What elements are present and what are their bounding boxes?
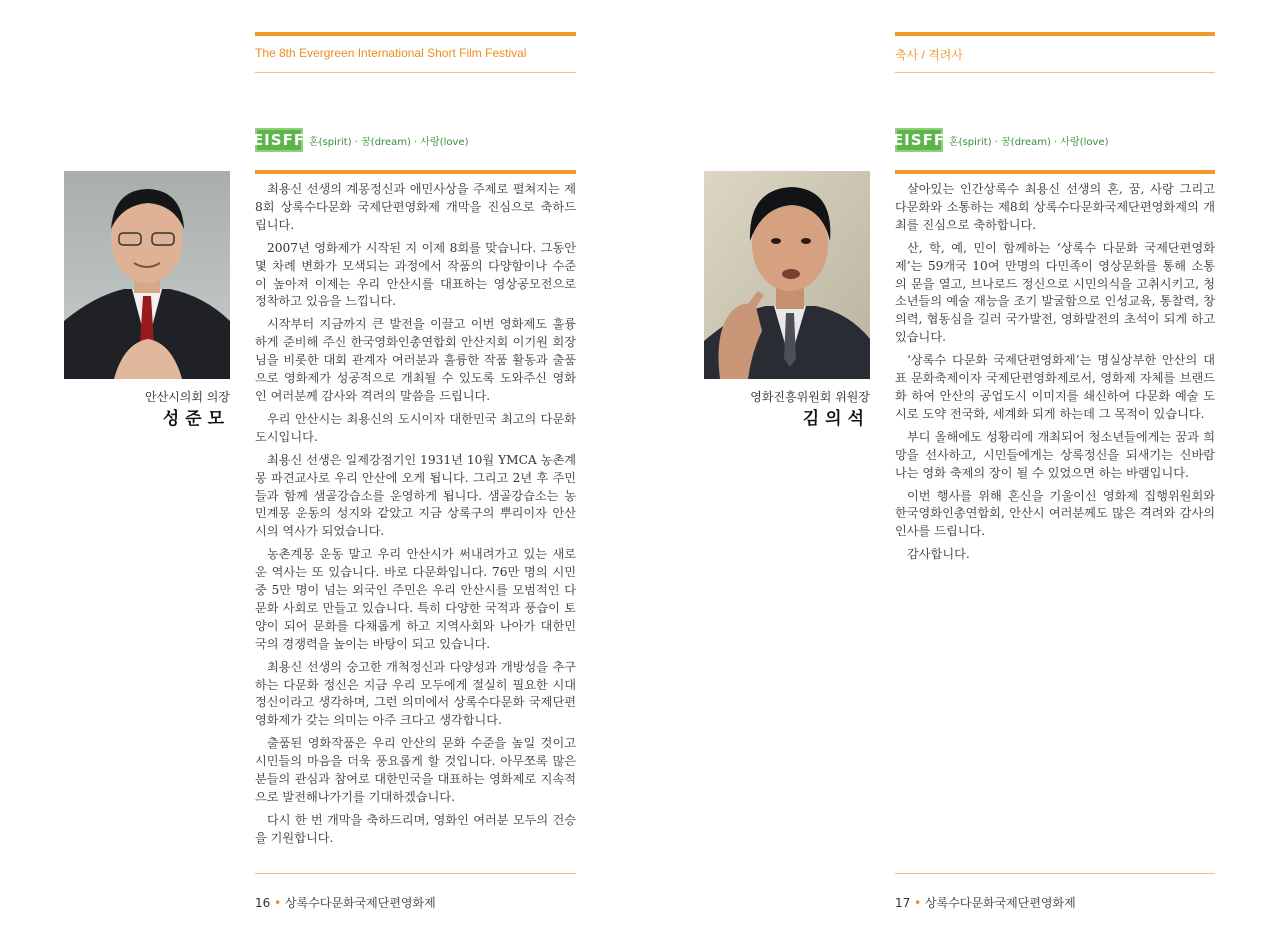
paragraph: 출품된 영화작품은 우리 안산의 문화 수준을 높일 것이고 시민들의 마음을 더욱 풍요롭게 할 것입니다. 아무쪼록 많은 분들의 관심과 참여로 대한민국을 대표하는 영화제로 지속적으로 발전해나가기를 기대하겠습니다. xyxy=(255,736,576,804)
left-footer xyxy=(255,894,436,911)
footer-title: 상록수다문화국제단편영화제 xyxy=(925,896,1076,910)
right-body-rule xyxy=(895,170,1215,174)
eisff-logo: EISFF xyxy=(895,128,943,152)
paragraph: 최용신 선생은 일제강점기인 1931년 10월 YMCA 농촌계몽 파견교사로 우리 안산에 오게 됩니다. 그리고 2년 후 주민들과 함께 샘골강습소를 운영하게 됩니다. 샘골강습소는 농민계몽 운동의 성지와 같았고 지금 상록구의 뿌리이자 안산시의 역사가 되었습니다. xyxy=(255,452,576,539)
right-footer-rule xyxy=(895,873,1215,874)
left-logo-row xyxy=(252,128,469,152)
festival-tagline: 혼(spirit) · 꿈(dream) · 사랑(love) xyxy=(309,136,469,148)
speaker-portrait-right xyxy=(704,171,870,379)
right-footer xyxy=(895,894,1076,911)
right-body-text xyxy=(895,181,1215,569)
speaker-name-right: 김의석 xyxy=(802,409,870,429)
paragraph: 감사합니다. xyxy=(907,547,970,562)
right-header-rule xyxy=(895,32,1215,36)
paragraph: 부디 올해에도 성황리에 개최되어 청소년들에게는 꿈과 희망을 선사하고, 시민들에게는 상록정신을 되새기는 신바람 나는 영화 축제의 장이 될 수 있었으면 하는 바램입니다. xyxy=(895,429,1215,480)
right-logo-row xyxy=(892,128,1109,152)
paragraph: 이번 행사를 위해 혼신을 기울이신 영화제 집행위원회와 한국영화인총연합회, 안산시 여러분께도 많은 격려와 감사의 인사를 드립니다. xyxy=(895,488,1215,539)
speaker-title-left: 안산시의회 의장 xyxy=(145,390,230,404)
paragraph: 산, 학, 예, 민이 함께하는 ‘상록수 다문화 국제단편영화제’는 59개국 10여 만명의 다민족이 영상문화를 통해 소통의 문을 열고, 브나로드 정신으로 시민의식을 고취시키고, 청소년들의 예술 재능을 조기 발굴함으로 인성교육, 통찰력, 창의력, 협동심을 길러 국가발전, 영화발전의 초석이 되게 하고 있습니다. xyxy=(895,240,1215,345)
footer-title: 상록수다문화국제단편영화제 xyxy=(285,896,436,910)
bullet-separator: • xyxy=(914,896,922,910)
eisff-logo: EISFF xyxy=(255,128,303,152)
speaker-name-left: 성준모 xyxy=(162,409,230,429)
page-number: 17 xyxy=(895,896,911,910)
festival-tagline: 혼(spirit) · 꿈(dream) · 사랑(love) xyxy=(949,136,1109,148)
page-number: 16 xyxy=(255,896,271,910)
paragraph: 시작부터 지금까지 큰 발전을 이끌고 이번 영화제도 훌륭하게 준비해 주신 한국영화인총연합회 안산지회 이기원 회장님을 비롯한 대회 관계자 여러분과 훌륭한 작품 활동과 출품으로 영화제가 성공적으로 개최될 수 있도록 도와주신 영화인 여러분께 감사와 격려의 말씀을 드립니다. xyxy=(255,317,576,403)
paragraph: 살아있는 인간상록수 최용신 선생의 혼, 꿈, 사랑 그리고 다문화와 소통하는 제8회 상록수다문화국제단편영화제의 개최를 진심으로 축하합니다. xyxy=(895,182,1215,232)
paragraph: 최용신 선생의 숭고한 개척정신과 다양성과 개방성을 추구하는 다문화 정신은 지금 우리 모두에게 절실히 필요한 시대 정신이라고 생각하며, 그런 의미에서 상록수다문화 국제단편영화제가 갖는 의미는 아주 크다고 생각합니다. xyxy=(255,659,576,728)
speaker-title-right: 영화진흥위원회 위원장 xyxy=(750,390,870,404)
left-running-header: The 8th Evergreen International Short Film Festival xyxy=(255,46,527,60)
right-running-header: 축사 / 격려사 xyxy=(895,48,963,62)
paragraph: 우리 안산시는 최용신의 도시이자 대한민국 최고의 다문화 도시입니다. xyxy=(255,411,576,444)
paragraph: 농촌계몽 운동 말고 우리 안산시가 써내려가고 있는 새로운 역사는 또 있습니다. 바로 다문화입니다. 76만 명의 시민 중 5만 명이 넘는 외국인 주민은 우리 안산시를 모범적인 다문화 사회로 만들고 있습니다. 특히 다양한 국적과 풍습이 토양이 되어 문화를 다채롭게 하고 지역사회와 나아가 대한민국의 경쟁력을 높이는 바탕이 되고 있습니다. xyxy=(255,547,576,651)
right-header-underline xyxy=(895,72,1215,73)
left-body-text xyxy=(255,181,576,853)
left-header-underline xyxy=(255,72,576,73)
paragraph: 2007년 영화제가 시작된 지 이제 8회를 맞습니다. 그동안 몇 차례 변화가 모색되는 과정에서 작품의 다양함이나 수준이 높아져 이제는 우리 안산시를 대표하는 영상공모전으로 정착하고 있음을 느낍니다. xyxy=(255,240,576,309)
speaker-photo-left xyxy=(64,171,230,379)
paragraph: ‘상록수 다문화 국제단편영화제’는 명실상부한 안산의 대표 문화축제이자 국제단편영화제로서, 영화제 자체를 브랜드화 하여 안산의 공업도시 이미지를 쇄신하여 다문화 예술 도시로 도약 전국화, 세계화 되게 하는데 그 목적이 있습니다. xyxy=(895,353,1215,421)
speaker-photo-right xyxy=(704,171,870,379)
left-footer-rule xyxy=(255,873,576,874)
paragraph: 다시 한 번 개막을 축하드리며, 영화인 여러분 모두의 건승을 기원합니다. xyxy=(255,812,576,845)
left-header-rule xyxy=(255,32,576,36)
left-body-rule xyxy=(255,170,576,174)
paragraph: 최용신 선생의 계몽정신과 애민사상을 주제로 펼쳐지는 제8회 상록수다문화 국제단편영화제 개막을 진심으로 축하드립니다. xyxy=(255,182,576,232)
bullet-separator: • xyxy=(274,896,282,910)
speaker-portrait-left xyxy=(64,171,230,379)
